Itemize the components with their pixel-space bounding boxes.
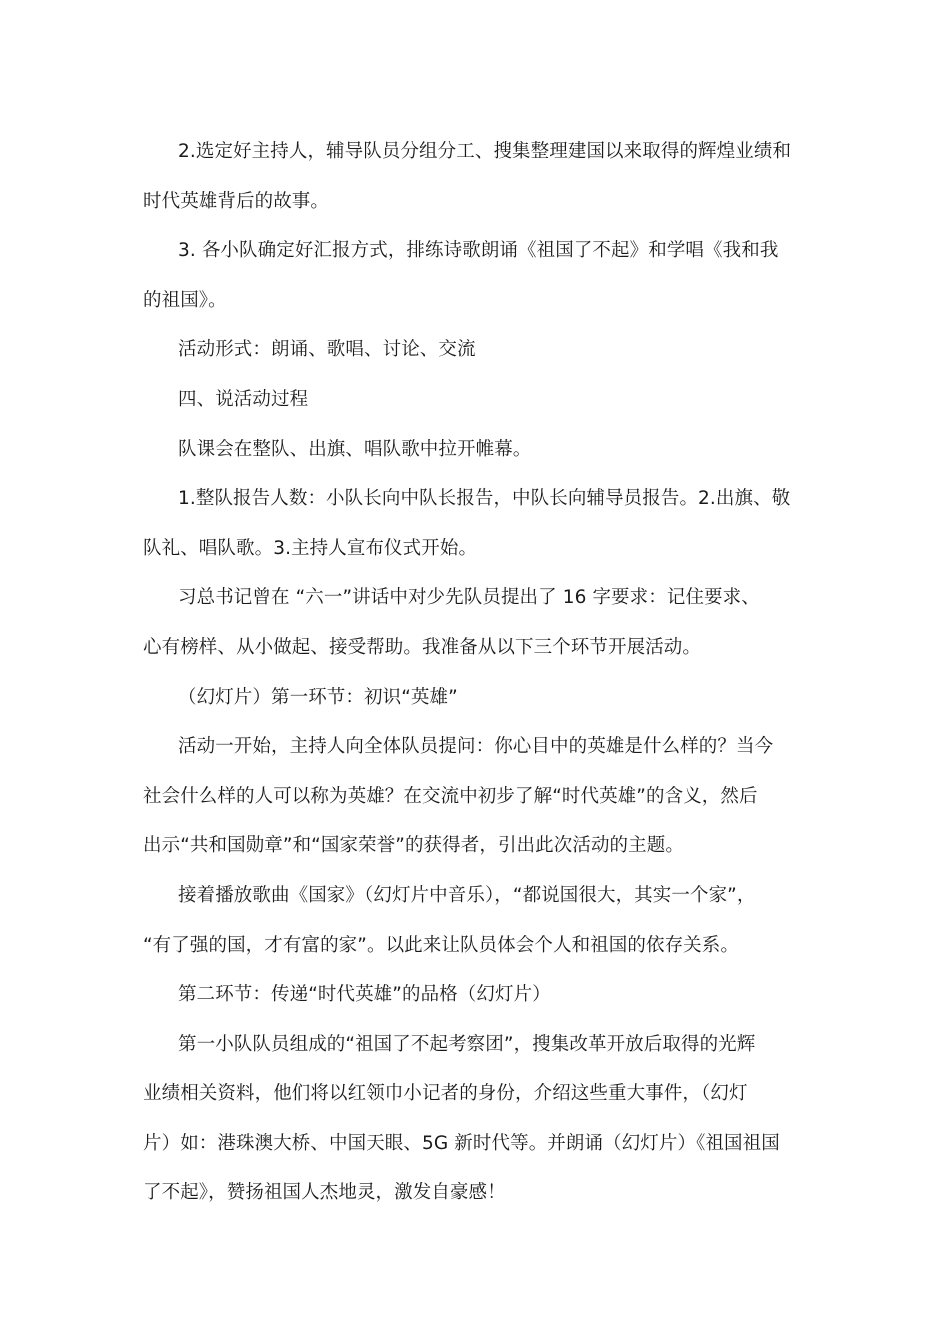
section-heading-stage-2	[143, 970, 807, 1020]
paragraph-ceremony-steps	[143, 474, 807, 573]
paragraph-activity-form	[143, 325, 807, 375]
text-line: 心有榜样、从小做起、接受帮助。我准备从以下三个环节开展活动。	[143, 636, 702, 658]
text-line: 第二环节：传递“时代英雄”的品格（幻灯片）	[178, 984, 551, 1006]
text-line: 片）如：港珠澳大桥、中国天眼、5G 新时代等。并朗诵（幻灯片）《祖国祖国	[143, 1132, 780, 1154]
text-line: 出示“共和国勋章”和“国家荣誉”的获得者，引出此次活动的主题。	[143, 835, 684, 857]
text-line: 社会什么样的人可以称为英雄？在交流中初步了解“时代英雄”的含义，然后	[143, 785, 758, 807]
text-line: （幻灯片）第一环节：初识“英雄”	[178, 686, 458, 708]
text-line: 1.整队报告人数：小队长向中队长报告，中队长向辅导员报告。2.出旗、敬	[178, 488, 791, 510]
paragraph-requirements	[143, 573, 807, 672]
paragraph-preparation-2	[143, 127, 807, 226]
text-line: 业绩相关资料，他们将以红领巾小记者的身份，介绍这些重大事件，（幻灯	[143, 1083, 748, 1105]
text-line: 队礼、唱队歌。3.主持人宣布仪式开始。	[143, 537, 478, 559]
paragraph-song	[143, 871, 807, 970]
section-heading-stage-1	[143, 673, 807, 723]
text-line: 2.选定好主持人，辅导队员分组分工、搜集整理建国以来取得的辉煌业绩和	[178, 141, 792, 162]
text-line: 的祖国》。	[143, 289, 227, 311]
paragraph-stage-1-intro	[143, 722, 807, 871]
text-line: 时代英雄背后的故事。	[143, 190, 330, 212]
text-line: 四、说活动过程	[178, 388, 309, 410]
paragraph-opening	[143, 425, 807, 475]
text-line: “有了强的国，才有富的家”。以此来让队员体会个人和祖国的依存关系。	[143, 934, 739, 956]
section-heading-activity-process	[143, 375, 807, 425]
text-line: 第一小队队员组成的“祖国了不起考察团”，搜集改革开放后取得的光辉	[178, 1033, 756, 1055]
document-body	[143, 127, 807, 1218]
text-line: 接着播放歌曲《国家》（幻灯片中音乐），“都说国很大，其实一个家”，	[178, 884, 756, 906]
paragraph-preparation-3	[143, 226, 807, 325]
text-line: 活动一开始，主持人向全体队员提问：你心目中的英雄是什么样的？当今	[178, 736, 774, 758]
paragraph-stage-2-intro	[143, 1020, 807, 1218]
text-line: 活动形式：朗诵、歌唱、讨论、交流	[178, 339, 476, 361]
text-line: 习总书记曾在 “六一”讲话中对少先队员提出了 16 字要求：记住要求、	[178, 587, 760, 609]
text-line: 了不起》，赞扬祖国人杰地灵，激发自豪感！	[143, 1182, 506, 1204]
text-line: 3. 各小队确定好汇报方式，排练诗歌朗诵《祖国了不起》和学唱《我和我	[178, 240, 779, 262]
text-line: 队课会在整队、出旗、唱队歌中拉开帷幕。	[178, 438, 532, 460]
